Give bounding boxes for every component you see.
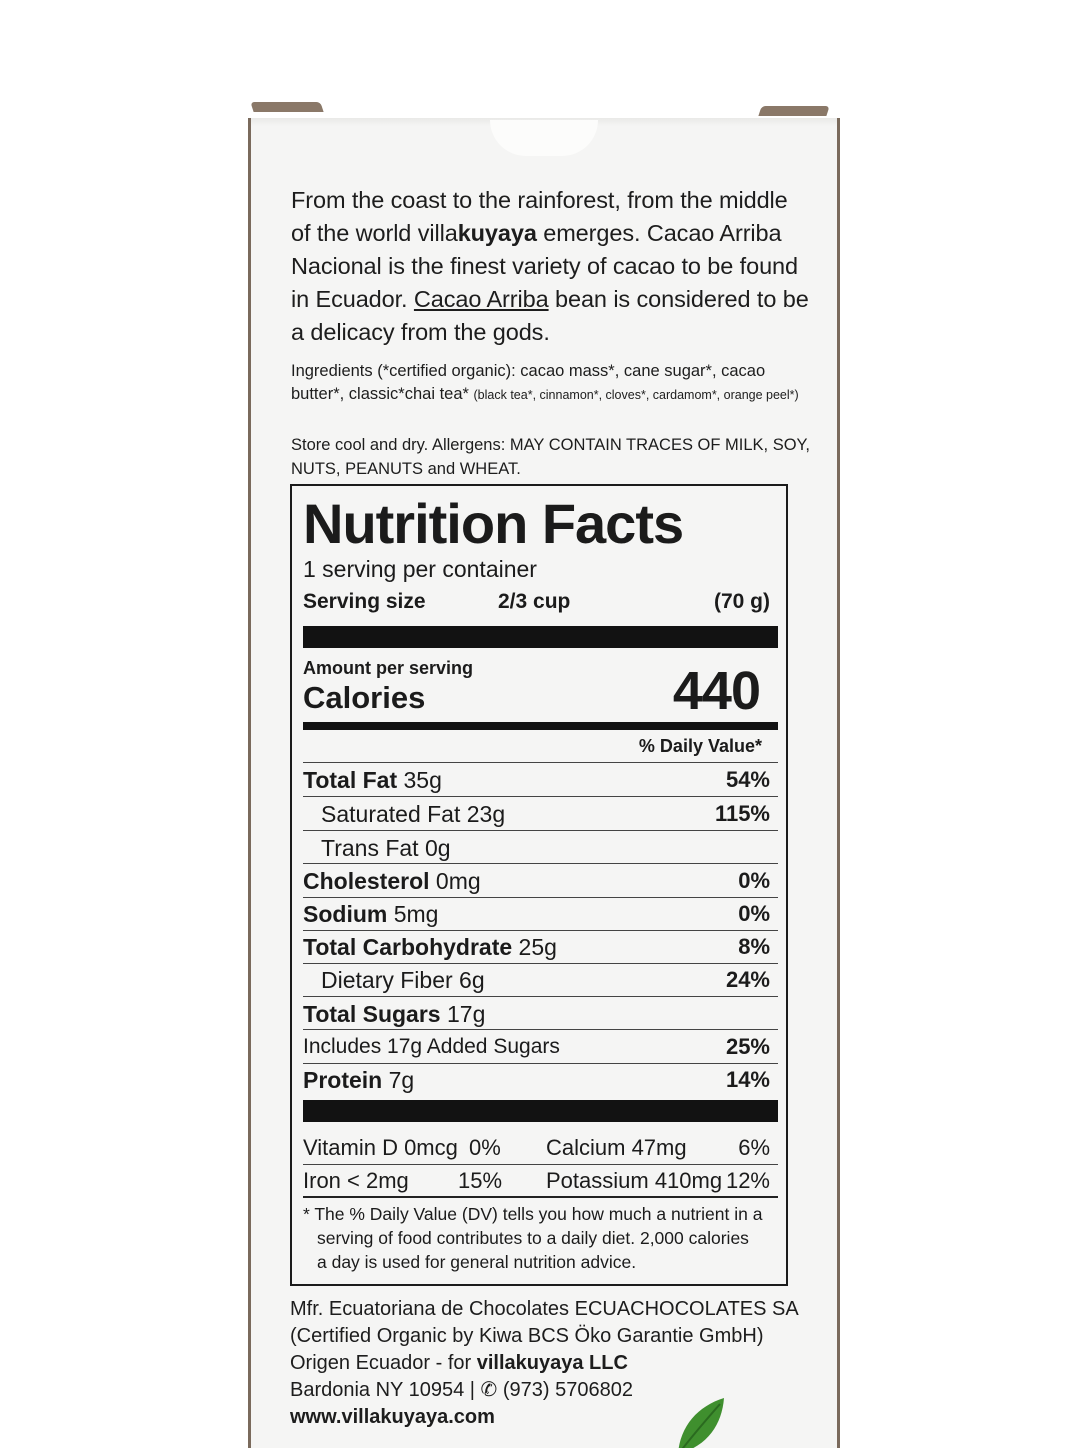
divider-thick-lower — [303, 1100, 778, 1122]
iron-label: Iron < 2mg — [303, 1168, 409, 1193]
potassium-label: Potassium 410mg — [546, 1168, 723, 1193]
serving-size-label: Serving size — [303, 590, 426, 613]
calories-label: Calories — [303, 680, 426, 715]
divider-medium — [303, 722, 778, 730]
nutrition-facts-title: Nutrition Facts — [303, 492, 684, 555]
box-flap-right — [758, 106, 829, 116]
nutrient-row-total-carbohydrate: Total Carbohydrate 25g 8% — [303, 934, 770, 960]
serving-size-row — [303, 590, 778, 618]
nutrient-row-protein: Protein 7g 14% — [303, 1067, 770, 1093]
nutrient-row-sodium: Sodium 5mg 0% — [303, 901, 770, 927]
manufacturer-line: Mfr. Ecuatoriana de Chocolates ECUACHOCOLATES SA — [290, 1298, 799, 1320]
calcium-pct: 6% — [738, 1135, 770, 1160]
nutrient-row-added-sugars: Includes 17g Added Sugars 25% — [303, 1034, 770, 1059]
storage-allergens: Store cool and dry. Allergens: MAY CONTAIN TRACES OF MILK, SOY, NUTS, PEANUTS and WHEAT. — [291, 436, 811, 478]
ingredients-list: Ingredients (*certified organic): cacao mass*, cane sugar*, cacao butter*, classic*chai tea* (black tea*, cinnamon*, cloves*, cardamom*, orange peel*) — [291, 362, 799, 403]
vitamin-row-1 — [303, 1132, 778, 1164]
nutrient-row-dietary-fiber: Dietary Fiber 6g 24% — [321, 967, 770, 993]
calories-value: 440 — [672, 661, 760, 721]
potassium-pct: 12% — [725, 1168, 770, 1193]
cacao-arriba-underlined: Cacao Arriba — [413, 286, 549, 312]
certification-line: (Certified Organic by Kiwa BCS Öko Garantie GmbH) — [290, 1325, 764, 1347]
calcium-label: Calcium 47mg — [546, 1135, 687, 1160]
vitamin-d-label: Vitamin D 0mcg — [303, 1135, 458, 1160]
divider-thick — [303, 626, 778, 648]
brand-story-text: From the coast to the rainforest, from the middle of the world villakuyaya emerges. Cacao Arriba Nacional is the finest variety of cacao to be found in Ecuador. Cacao Arriba bean is considered to be a delicacy from the gods. — [291, 187, 809, 345]
vitamin-row-2 — [303, 1165, 778, 1197]
servings-per-container: 1 serving per container — [303, 556, 537, 582]
address-phone-line: Bardonia NY 10954 | ✆ (973) 5706802 — [290, 1379, 633, 1401]
nutrient-row-total-sugars: Total Sugars 17g — [303, 1001, 486, 1027]
vitamin-d-pct: 0% — [469, 1135, 501, 1160]
serving-size-cup: 2/3 cup — [498, 590, 571, 613]
iron-pct: 15% — [458, 1168, 503, 1193]
ingredients-chai-detail: (black tea*, cinnamon*, cloves*, cardamom*, orange peel*) — [473, 388, 799, 402]
nutrient-row-trans-fat: Trans Fat 0g — [321, 835, 451, 861]
leaf-icon — [672, 1396, 726, 1448]
daily-value-header: % Daily Value* — [638, 736, 762, 756]
nutrient-row-total-fat: Total Fat 35g 54% — [303, 767, 770, 793]
origin-line: Origen Ecuador - for villakuyaya LLC — [290, 1352, 628, 1374]
divider-line — [303, 762, 778, 763]
website-link[interactable]: www.villakuyaya.com — [290, 1406, 495, 1428]
brand-name-bold: kuyaya — [457, 220, 537, 246]
manufacturer-info — [290, 1296, 820, 1431]
nutrient-row-cholesterol: Cholesterol 0mg 0% — [303, 868, 770, 894]
nutrient-row-saturated-fat: Saturated Fat 23g 115% — [321, 801, 770, 827]
box-flap-left — [250, 102, 323, 112]
daily-value-footnote: * The % Daily Value (DV) tells you how much a nutrient in a serving of food contributes to a daily diet. 2,000 calories a day is used for general nutrition advice. — [303, 1204, 763, 1272]
serving-size-grams: (70 g) — [713, 590, 770, 613]
amount-per-serving: Amount per serving — [303, 658, 474, 678]
nutrition-facts-panel — [290, 484, 788, 1286]
